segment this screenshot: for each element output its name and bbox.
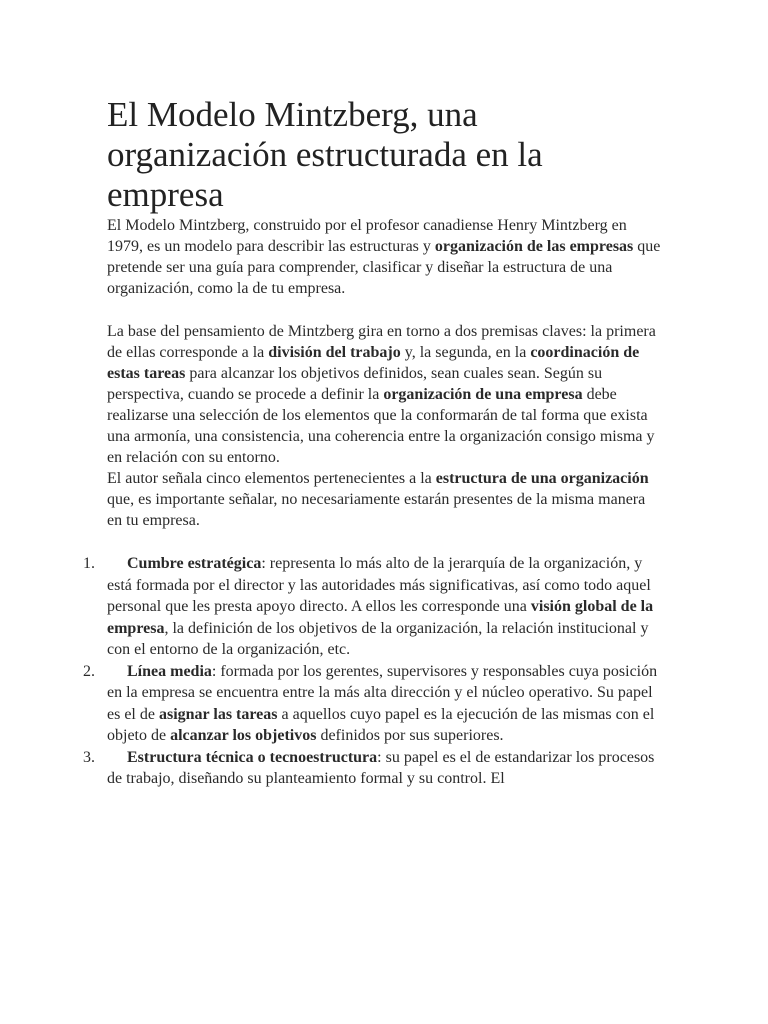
base-bold-3: organización de una empresa [383, 386, 583, 403]
autor-bold-1: estructura de una organización [435, 470, 649, 487]
list-item-text: a aquellos cuyo papel es la ejecución de las mismas con el objeto de [107, 705, 655, 744]
list-item-number: 3. [83, 748, 95, 766]
base-paragraph [107, 321, 663, 468]
list-item-text: : su papel es el de estandarizar los procesos de trabajo, diseñando su planteamiento formal y su control. El [107, 748, 655, 787]
base-bold-2: coordinación de estas tareas [107, 344, 640, 382]
base-text-4: debe realizarse una selección de los elementos que la conformarán de tal forma que exista una armonía, una consistencia, una coherencia entre la organización consigo misma y en relación con su entorno. [107, 386, 655, 466]
list-item [83, 661, 663, 747]
list-item-heading: Estructura técnica o tecnoestructura [127, 748, 378, 766]
elements-list [83, 553, 663, 790]
list-item-bold: alcanzar los objetivos [170, 727, 317, 744]
list-item-heading: Línea media [127, 662, 212, 680]
base-bold-1: división del trabajo [268, 344, 401, 361]
document-page [83, 95, 663, 790]
list-item-bold: visión global de la empresa [107, 598, 654, 637]
base-text-3: para alcanzar los objetivos definidos, sean cuales sean. Según su perspectiva, cuando se procede a definir la [107, 365, 603, 403]
autor-text-1: El autor señala cinco elementos pertenecientes a la [107, 470, 436, 487]
list-item [83, 747, 663, 790]
list-item-text: : formada por los gerentes, supervisores y responsables cuya posición en la empresa se encuentra entre la más alta dirección y el núcleo operativo. Su papel es el de [107, 662, 658, 723]
list-item-number: 2. [83, 662, 95, 680]
list-item [83, 553, 663, 661]
list-item-bold: asignar las tareas [158, 705, 278, 723]
intro-bold-1: organización de las empresas [434, 238, 634, 255]
list-item-text: definidos por sus superiores. [316, 727, 504, 744]
intro-paragraph [107, 215, 663, 299]
list-item-text: , la definición de los objetivos de la organización, la relación institucional y con el entorno de la organización, etc. [107, 619, 649, 658]
list-item-number: 1. [83, 555, 95, 572]
base-text-2: y, la segunda, en la [400, 344, 531, 361]
document-title: El Modelo Mintzberg, una organización estructurada en la empresa [107, 95, 543, 214]
autor-text-2: que, es importante señalar, no necesariamente estarán presentes de la misma manera en tu empresa. [107, 491, 646, 529]
intro-text-1: El Modelo Mintzberg, construido por el profesor canadiense Henry Mintzberg en 1979, es un modelo para describir las estructuras y [107, 217, 627, 255]
base-text-1: La base del pensamiento de Mintzberg gira en torno a dos premisas claves: la primera de ellas corresponde a la [107, 323, 656, 361]
list-item-text: : representa lo más alto de la jerarquía de la organización, y está formada por el director y las autoridades más significativas, así como todo aquel personal que les presta apoyo directo. A ellos les corresponde una [107, 555, 651, 615]
list-item-heading: Cumbre estratégica [127, 555, 262, 572]
intro-text-2: que pretende ser una guía para comprender, clasificar y diseñar la estructura de una organización, como la de tu empresa. [107, 238, 661, 297]
autor-paragraph [107, 468, 663, 531]
